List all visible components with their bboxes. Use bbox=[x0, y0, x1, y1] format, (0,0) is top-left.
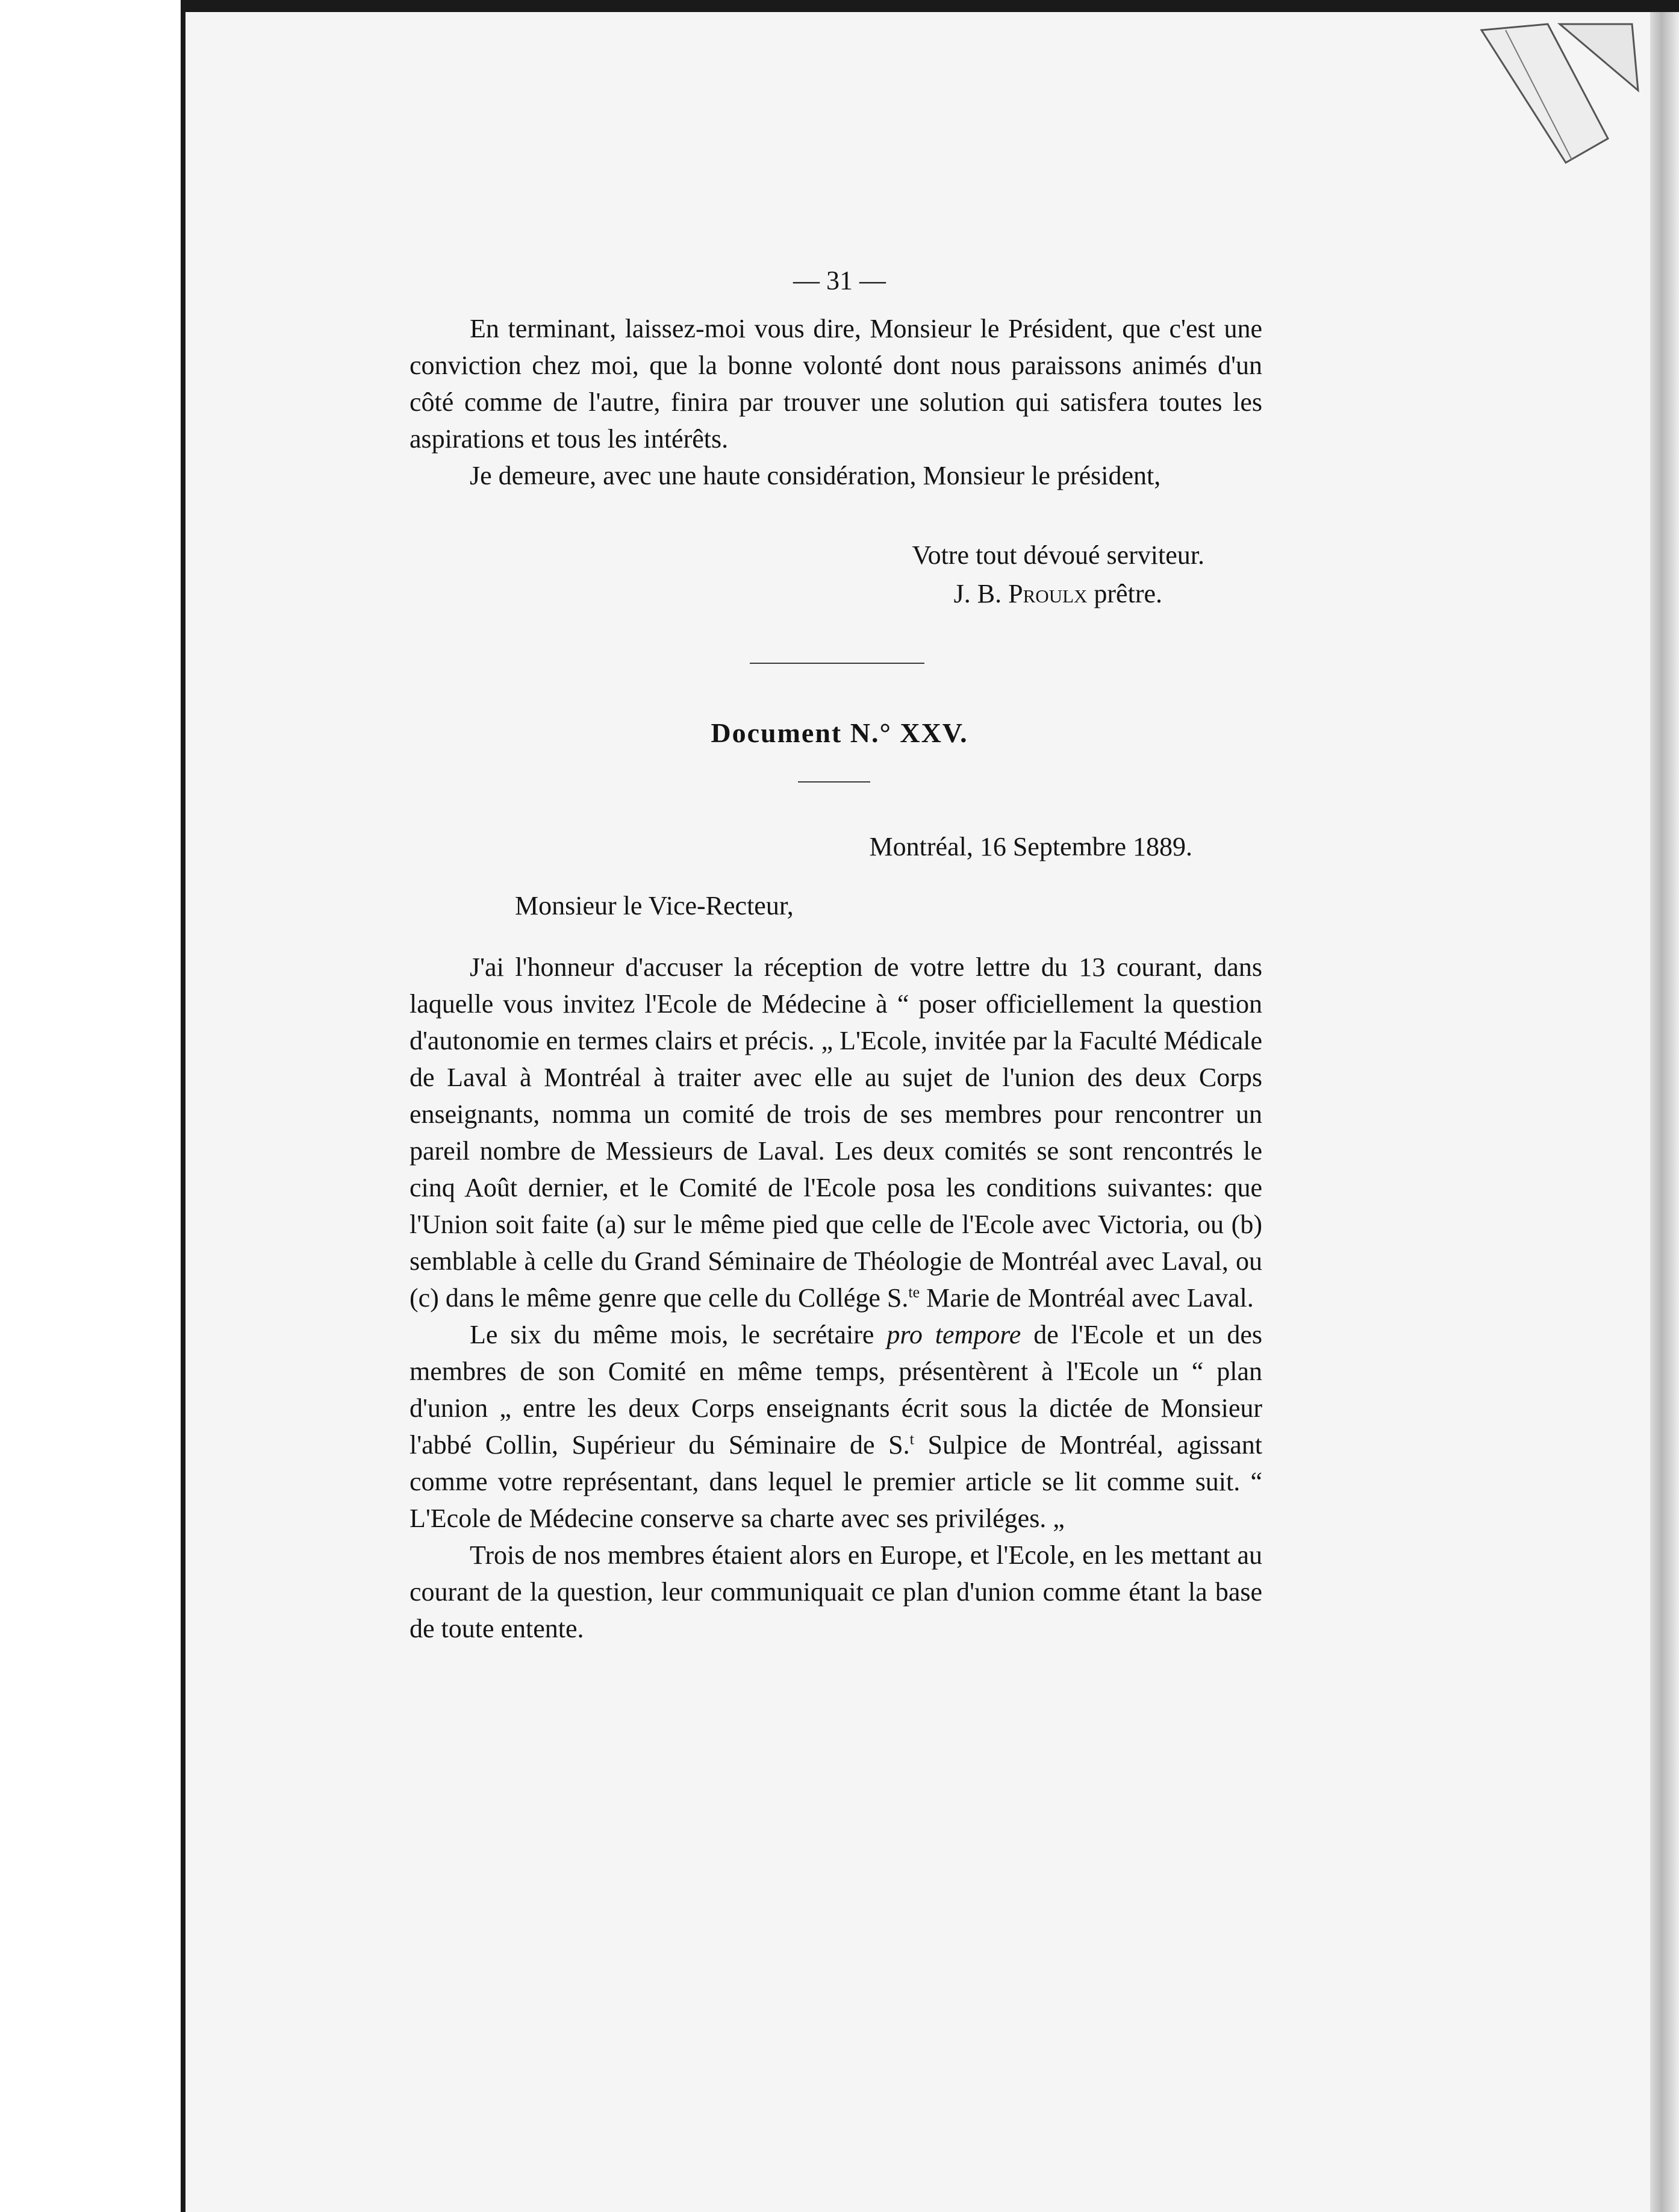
letter-paragraph-text: J'ai l'honneur d'accuser la réception de votre lettre du 13 courant, dans laquelle vous invitez l'Ecole de Médecine à “ poser officiellement la question d'autonomie en termes clairs et précis. „ L'Ecole, invitée par la Faculté Médicale de Laval à Montréal à traiter avec elle au sujet de l'union des deux Corps enseignants, nomma un comité de trois de ses membres pour rencontrer un pareil nombre de Messieurs de Laval. Les deux comités se sont rencontrés le cinq Août dernier, et le Comité de l'Ecole posa les conditions suivantes: que l'Union soit faite (a) sur le même pied que celle de l'Ecole avec Victoria, ou (b) semblable à celle du Grand Séminaire de Théologie de Montréal avec Laval, ou (c) dans le même genre que celle du Collége S. bbox=[410, 952, 1262, 1313]
letter-paragraph-text: Le six du même mois, le secrétaire bbox=[470, 1320, 887, 1349]
letter-paragraph: Trois de nos membres étaient alors en Europe, et l'Ecole, en les mettant au courant de la question, leur communiquait ce plan d'union comme étant la base de toute entente. bbox=[410, 1540, 1262, 1643]
italic-phrase: pro tempore bbox=[886, 1320, 1021, 1349]
signature-title: prêtre. bbox=[1094, 579, 1162, 608]
document-heading: Document N.° XXV. bbox=[711, 717, 968, 748]
scan-top-border bbox=[181, 0, 1679, 12]
letter-body bbox=[410, 949, 1262, 1647]
letter-paragraph-text: de l'Ecole et un des membres de son Comité en même temps, présentèrent à l'Ecole un “ plan d'union „ entre les deux Corps enseignants écrit sous la dictée de Monsieur l'abbé Collin, Supérieur du Séminaire de S. bbox=[410, 1320, 1262, 1460]
salutation: Monsieur le Vice-Recteur, bbox=[515, 891, 794, 920]
letter-paragraph-text: Sulpice de Montréal, agissant comme votre représentant, dans lequel le premier article se lit comme suit. “ L'Ecole de Médecine conserve sa charte avec ses priviléges. „ bbox=[410, 1430, 1263, 1533]
binding-line bbox=[181, 0, 185, 2212]
signature-name: Proulx bbox=[1008, 579, 1088, 608]
dateline: Montréal, 16 Septembre 1889. bbox=[869, 832, 1192, 861]
closing-paragraph: Je demeure, avec une haute considération, Monsieur le président, bbox=[470, 461, 1161, 490]
section-divider bbox=[750, 663, 924, 664]
closing-paragraph: En terminant, laissez-moi vous dire, Monsieur le Président, que c'est une conviction chez moi, que la bonne volonté dont nous paraissons animés d'un côté comme de l'autre, finira par trouver une solution qui satisfera toutes les aspirations et tous les intérêts. bbox=[410, 314, 1262, 454]
heading-underline bbox=[798, 781, 870, 783]
page-number: — 31 — bbox=[793, 266, 886, 295]
superscript: te bbox=[908, 1283, 920, 1301]
letter-paragraph-text: Marie de Montréal avec Laval. bbox=[920, 1283, 1254, 1313]
letter-paragraph bbox=[410, 1316, 1262, 1537]
letter-paragraph bbox=[410, 949, 1262, 1316]
folded-corner bbox=[1469, 18, 1650, 175]
superscript: t bbox=[909, 1430, 914, 1448]
signature bbox=[954, 575, 1162, 613]
valediction: Votre tout dévoué serviteur. bbox=[912, 540, 1204, 570]
scan-margin bbox=[0, 0, 184, 2212]
signature-initials: J. B. bbox=[953, 579, 1002, 608]
page-edge bbox=[1650, 12, 1679, 2212]
closing-paragraphs bbox=[410, 310, 1262, 494]
